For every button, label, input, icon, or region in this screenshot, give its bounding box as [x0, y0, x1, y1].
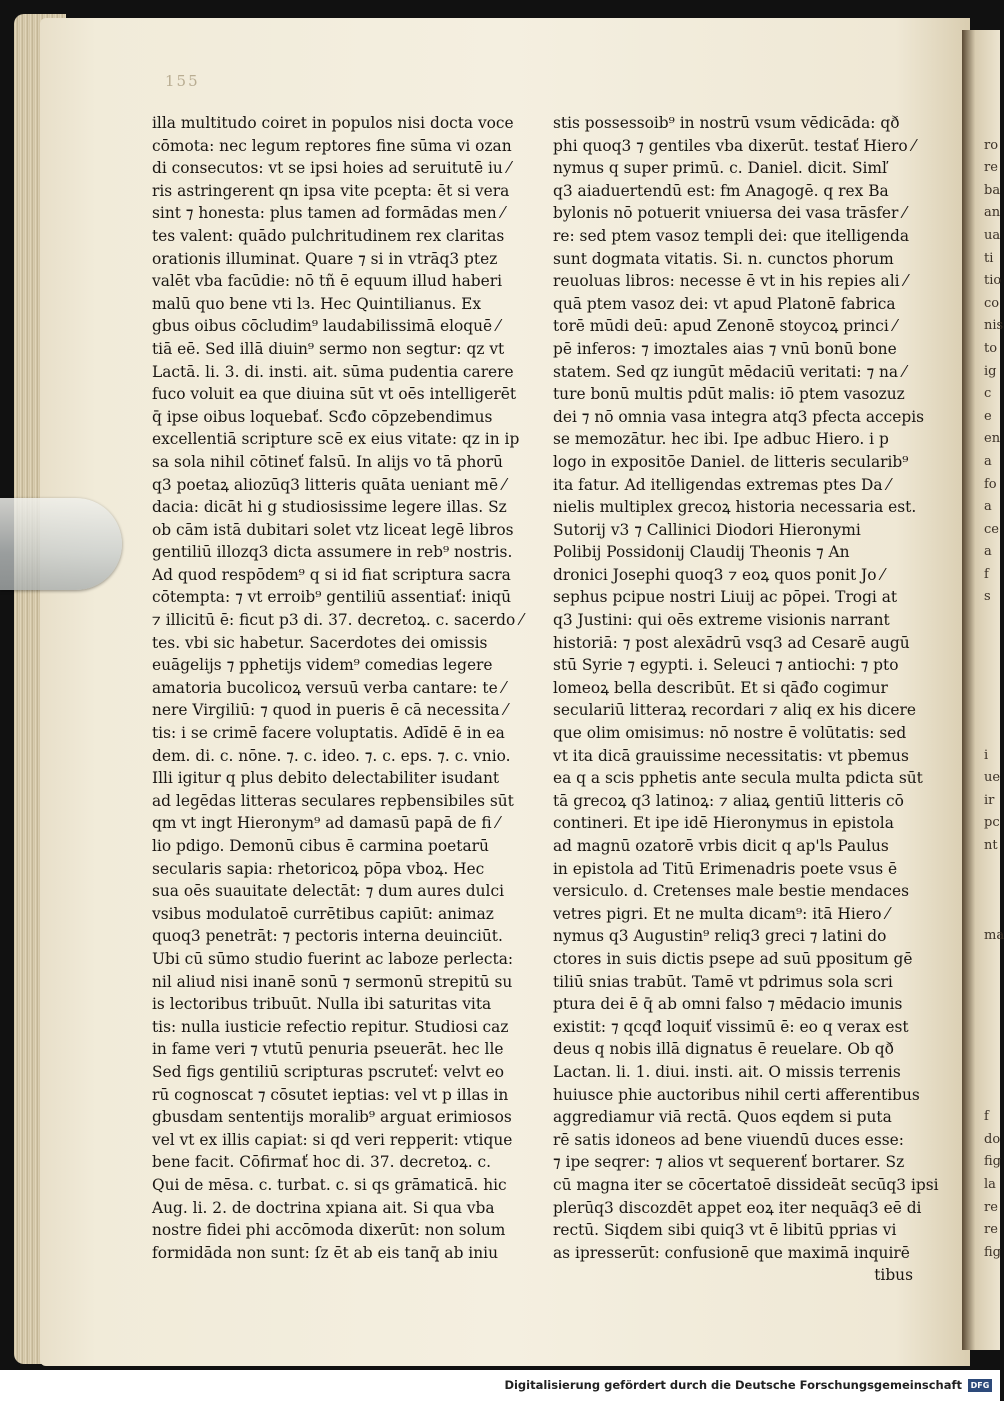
facing-page-fragment: to	[984, 340, 998, 356]
text-line-right: q3 Justini: qui oēs extreme visionis narrant	[553, 611, 890, 630]
text-line-right: existit: ⁊ qcqđ loquiť vissimū ē: eo q verax est	[553, 1017, 909, 1036]
text-line-left: q3 poetaꝝ aliozūq3 litteris quāta ueniant mē ⁄	[152, 475, 506, 494]
footer-bar	[0, 1370, 1000, 1401]
dfg-logo-icon: DFG	[968, 1379, 992, 1392]
text-line-left: in fame veri ⁊ vtutū penuria pseuerāt. hec lle	[152, 1040, 504, 1059]
text-line-left: qm vt ingt Hieronym⁹ ad damasū papā de fi ⁄	[152, 814, 500, 833]
text-column-left	[152, 112, 528, 1264]
text-line-right: vt ita dicā grauissime necessitatis: vt pbemus	[553, 746, 909, 765]
text-line-right: statem. Sed qz iungūt mēdaciū veritati: ⁊ na ⁄	[553, 362, 906, 381]
text-line-right: dronici Josephi quoq3 ⁊ eoꝝ quos ponit Jo ⁄	[553, 565, 884, 584]
text-line-left: excellentiā scripture scē ex eius vitate: qz in ip	[152, 430, 520, 449]
facing-page-fragment: c	[984, 386, 992, 402]
text-line-left: is lectoribus tribuūt. Nulla ibi saturitas vita	[152, 995, 492, 1014]
text-line-right: tiliū snias trabūt. Tamē vt pdrimus sola scri	[553, 972, 893, 991]
facing-page-fragment	[984, 1084, 1000, 1107]
text-line-left: ad legēdas litteras seculares repbensibiles sūt	[152, 791, 514, 810]
facing-page-fragment: nt	[984, 838, 998, 853]
facing-page-fragment	[984, 880, 1000, 903]
text-line-right: ture bonū multis pdūt malis: iō ptem vasozuz	[553, 385, 905, 404]
facing-page-fragment: en	[984, 431, 1001, 447]
text-line-right: aggrediamur viā rectā. Quos eqdem si puta	[553, 1108, 892, 1127]
facing-page-fragment	[984, 677, 1000, 700]
facing-page-fragment: i	[984, 747, 989, 763]
text-line-right: se memozātur. hec ibi. Ipe adbuc Hiero. i p	[553, 430, 889, 449]
text-line-left: Illi igitur q plus debito delectabiliter isudant	[152, 769, 500, 788]
text-line-left: dem. di. c. nōne. ⁊. c. ideo. ⁊. c. eps. ⁊. c. vnio.	[152, 746, 511, 765]
text-line-right: reuoluas libros: necesse ē vt in his repies ali ⁄	[553, 272, 908, 291]
text-line-left: gbus oibus cōcludim⁹ laudabilissimā eloquē ⁄	[152, 317, 500, 336]
text-line-left: valēt vba facūdie: nō tñ ē equum illud haberi	[152, 272, 503, 291]
text-line-right: bylonis nō potuerit vniuersa dei vasa trāsfer ⁄	[553, 204, 906, 223]
text-line-left: rū cognoscat ⁊ cōsutet ieptias: vel vt p illas in	[152, 1085, 509, 1104]
text-line-left: nere Virgiliū: ⁊ quod in pueris ē cā necessita ⁄	[152, 701, 508, 720]
text-line-right: pē inferos: ⁊ imoztales aias ⁊ vnū bonū bone	[553, 339, 897, 358]
text-line-right: ea q a scis pphetis ante secula multa pdicta sūt	[553, 769, 923, 788]
text-line-right: Sutorij v3 ⁊ Callinici Diodori Hieronymi	[553, 520, 861, 539]
text-line-right: ptura dei ē q̄ ab omni falso ⁊ mēdacio imunis	[553, 995, 903, 1014]
text-line-left: ob cām istā dubitari solet vtz liceat legē libros	[152, 520, 514, 539]
text-line-right: in epistola ad Titū Erimenadris poete vsus ē	[553, 859, 898, 878]
facing-page-fragment	[984, 654, 1000, 677]
facing-page-fragment: fig	[984, 1154, 1001, 1170]
facing-page-fragment	[984, 971, 1000, 994]
text-line-right: seculariū litteraꝝ recordari ⁊ aliq ex his dicere	[553, 701, 917, 720]
facing-page-fragment: ro	[984, 137, 999, 153]
text-line-right: torē mūdi deū: apud Zenonē stoycoꝝ princi ⁄	[553, 317, 897, 336]
facing-page-fragment: ce	[984, 521, 999, 537]
text-line-right: q3 aiaduertendū est: fm Anagogē. q rex Ba	[553, 181, 889, 200]
facing-page-fragment: re	[984, 1199, 998, 1215]
facing-page-fragment: ir	[984, 792, 995, 808]
text-line-right: versiculo. d. Cretenses male bestie mendaces	[553, 882, 910, 901]
text-line-right: stis possessoib⁹ in nostrū vsum vēdicāda: qð	[553, 114, 900, 132]
facing-page-fragment: f	[984, 566, 989, 582]
text-line-left: sa sola nihil cōtineť falsū. In alijs vo tā phorū	[152, 452, 503, 471]
text-line-right: rectū. Siqdem sibi quiq3 vt ē libitū pprias vi	[553, 1221, 897, 1240]
text-line-left: tis: i se crimē facere voluptatis. Adīdē ē in ea	[152, 724, 505, 743]
text-line-right: Polibij Possidonij Claudij Theonis ⁊ An	[553, 543, 850, 562]
facing-page-fragment: fo	[984, 476, 997, 492]
text-line-right: plerūq3 discozdēt appet eoꝝ iter nequāq3 eē di	[553, 1198, 922, 1217]
facing-page-text-fragments	[984, 112, 1004, 1264]
facing-page-fragment: do	[984, 1131, 1001, 1147]
text-line-left: vsibus modulatoē currētibus capiūt: animaz	[152, 904, 494, 923]
page-clip	[0, 498, 122, 590]
text-line-left: gentiliū illozq3 dicta assumere in reb⁹ nostris.	[152, 543, 513, 562]
facing-page-fragment: ma	[984, 928, 1004, 944]
facing-page-fragment	[984, 112, 1000, 135]
text-line-right: historiā: ⁊ post alexādrū vsq3 ad Cesarē augū	[553, 633, 910, 652]
text-line-left: Qui de mēsa. c. turbat. c. si qs grāmaticā. hic	[152, 1175, 507, 1194]
facing-page-fragment: a	[984, 453, 992, 469]
text-line-left: lio pdigo. Demonū cibus ē carmina poetarū	[152, 837, 489, 855]
facing-page-fragment	[984, 1038, 1000, 1061]
text-line-right: logo in expositōe Daniel. de litteris secularib⁹	[553, 452, 909, 471]
text-line-left: Sed figs gentiliū scripturas pscruteť: velvt eo	[152, 1062, 505, 1081]
text-line-left: ⁊ illicitū ē: ficut p3 di. 37. decretoꝝ. c. sacerdo ⁄	[152, 611, 523, 630]
facing-page-fragment	[984, 903, 1000, 926]
text-line-left: dacia: dicāt hi g studiosissime legere illas. Sz	[152, 498, 507, 517]
facing-page-fragment: an	[984, 205, 1001, 221]
text-line-right: dei ⁊ nō omnia vasa integra atq3 pfecta accepis	[553, 407, 925, 426]
facing-page-fragment: ig	[984, 363, 997, 379]
facing-page-fragment: f	[984, 1109, 989, 1125]
text-line-right: tā grecoꝝ q3 latinoꝝ: ⁊ aliaꝝ gentiū litteris cō	[553, 791, 904, 810]
facing-page-fragment: ti	[984, 250, 994, 266]
text-column-right	[553, 112, 939, 1287]
text-line-left: ris astringerent qn ipsa vite pcepta: ēt si vera	[152, 181, 510, 200]
facing-page-fragment	[984, 1061, 1000, 1084]
text-line-right: sephus pcipue nostri Liuij ac pōpei. Trogi at	[553, 588, 898, 607]
text-line-left: fuco voluit ea que diuina sūt vt oēs intelligerēt	[152, 385, 517, 404]
text-line-left: sint ⁊ honesta: plus tamen ad formādas men ⁄	[152, 204, 505, 223]
facing-page-fragment	[984, 699, 1000, 722]
text-line-right: phi quoq3 ⁊ gentiles vba dixerūt. testať Hiero ⁄	[553, 136, 916, 155]
text-line-left: bene facit. Cōfirmať hoc di. 37. decretoꝝ. c.	[152, 1153, 492, 1172]
text-line-left: quoq3 penetrāt: ⁊ pectoris interna deuinciūt.	[152, 927, 503, 946]
text-line-left: euāgelijs ⁊ pphetijs videm⁹ comedias legere	[152, 656, 493, 675]
facing-page-fragment: fig	[984, 1244, 1001, 1260]
text-line-right: huiusce phie auctoribus nihil certi afferentibus	[553, 1085, 920, 1104]
text-line-left: Ubi cū sūmo studio fuerint ac laboze perlecta:	[152, 949, 514, 968]
text-line-right: stū Syrie ⁊ egypti. i. Seleuci ⁊ antiochi: ⁊ pto	[553, 656, 899, 675]
text-line-right: contineri. Et ipe idē Hieronymus in epistola	[553, 814, 894, 833]
facing-page-fragment: pc	[984, 815, 1000, 831]
text-line-left: nostre fidei phi accōmoda dixerūt: non solum	[152, 1221, 506, 1240]
text-line-left: gbusdam sententijs moralib⁹ arguat erimiosos	[152, 1108, 512, 1127]
facing-page-fragment	[984, 858, 1000, 881]
facing-page-fragment	[984, 948, 1000, 971]
text-line-left: sua oēs suauitate delectāt: ⁊ dum aures dulci	[152, 882, 505, 901]
text-line-left: amatoria bucolicoꝝ versuū verba cantare: te ⁄	[152, 678, 506, 697]
text-line-left: Ad quod respōdem⁹ q si id fiat scriptura sacra	[152, 565, 511, 584]
text-line-right: nielis multiplex grecoꝝ historia necessaria est.	[553, 498, 917, 517]
facing-page-fragment: s	[984, 589, 991, 605]
facing-page-fragment: ba	[984, 182, 1001, 198]
text-line-right: lomeoꝝ bella describūt. Et si qāđo cogimur	[553, 678, 888, 697]
text-line-right: nymus q3 Augustin⁹ reliq3 greci ⁊ latini do	[553, 927, 887, 946]
facing-page-fragment: a	[984, 544, 992, 560]
text-line-right: ⁊ ipe seqrer: ⁊ alios vt sequerenť bortarer. Sz	[553, 1153, 905, 1172]
text-line-left: tes valent: quādo pulchritudinem rex claritas	[152, 226, 505, 245]
facing-page-fragment	[984, 609, 1000, 632]
facing-page-fragment: e	[984, 408, 992, 424]
text-line-left: malū quo bene vti lз. Hec Quintilianus. Ex	[152, 294, 482, 313]
text-line-right: que olim omisimus: nō nostre ē volūtatis: sed	[553, 724, 907, 743]
catchword: tibus	[874, 1266, 913, 1285]
text-line-left: q̄ ipse oibus loquebať. Scđo cōpzebendimus	[152, 407, 493, 426]
facing-page-fragment: co	[984, 295, 1000, 311]
text-line-right: cū magna iter se cōcertatoē dissideāt secūq3 ipsi	[553, 1175, 939, 1194]
text-line-right: nymus q super primū. c. Daniel. dicit. Simľ	[553, 159, 887, 178]
funding-credit: Digitalisierung gefördert durch die Deutsche Forschungsgemeinschaft	[504, 1378, 962, 1392]
facing-page-fragment	[984, 993, 1000, 1016]
facing-page-fragment: a	[984, 499, 992, 515]
text-line-left: tiā eē. Sed illā diuin⁹ sermo non segtur: qz vt	[152, 339, 505, 358]
text-line-right: quā ptem vasoz dei: vt apud Platonē fabrica	[553, 294, 896, 313]
facing-page-fragment: la	[984, 1176, 996, 1192]
facing-page-fragment: tio	[984, 273, 1002, 289]
text-line-left: illa multitudo coiret in populos nisi docta voce	[152, 114, 514, 132]
facing-page-fragment: ue	[984, 770, 1001, 786]
text-line-left: vel vt ex illis capiat: si qd veri repperit: vtique	[152, 1130, 513, 1149]
facing-page-fragment	[984, 632, 1000, 655]
text-line-right: as ipresserūt: confusionē que maximā inquirē	[553, 1243, 910, 1262]
text-line-left: cōtempta: ⁊ vt erroib⁹ gentiliū assentiať: iniqū	[152, 588, 511, 607]
text-line-left: tis: nulla iusticie refectio repitur. Studiosi caz	[152, 1017, 509, 1036]
facing-page-fragment: ua	[984, 227, 1001, 243]
text-line-right: ctores in suis dictis psepe ad suū ppositum gē	[553, 949, 913, 968]
text-line-right: ita fatur. Ad itelligendas extremas ptes Da ⁄	[553, 475, 891, 494]
page-number: 155	[165, 72, 200, 90]
text-line-left: orationis illuminat. Quare ⁊ si in vtrāq3 ptez	[152, 249, 498, 268]
facing-page-fragment: re	[984, 160, 998, 176]
text-line-right: deus q nobis illā dignatus ē reuelare. Ob qð	[553, 1040, 894, 1059]
text-line-right: rē satis idoneos ad bene viuendū duces esse:	[553, 1130, 904, 1149]
text-line-left: Aug. li. 2. de doctrina xpiana ait. Si qua vba	[152, 1198, 495, 1217]
text-line-right: re: sed ptem vasoz templi dei: que itelligenda	[553, 226, 910, 245]
text-line-right: vetres pigri. Et ne multa dicam⁹: itā Hiero ⁄	[553, 904, 889, 923]
text-line-left: di consecutos: vt se ipsi hoies ad seruitutē iu ⁄	[152, 159, 511, 178]
text-line-left: Lactā. li. 3. di. insti. ait. sūma pudentia carere	[152, 362, 514, 381]
facing-page-fragment: re	[984, 1222, 998, 1238]
text-line-right: Lactan. li. 1. diui. insti. ait. O missis terrenis	[553, 1062, 901, 1081]
text-line-left: tes. vbi sic habetur. Sacerdotes dei omissis	[152, 633, 488, 652]
text-line-right: ad magnū ozatorē vrbis dicit q ap'ls Paulus	[553, 837, 889, 855]
text-line-left: cōmota: nec legum reptores fine sūma vi ozan	[152, 136, 512, 155]
text-line-left: nil aliud nisi inanē sonū ⁊ sermonū strepitū su	[152, 972, 513, 991]
facing-page-fragment	[984, 1016, 1000, 1039]
facing-page-fragment: nis	[984, 318, 1004, 334]
facing-page-fragment	[984, 722, 1000, 745]
text-line-right: sunt dogmata vitatis. Si. n. cunctos phorum	[553, 249, 894, 268]
text-line-left: formidāda non sunt: ſz ēt ab eis tanq̄ ab iniu	[152, 1243, 498, 1262]
text-line-left: secularis sapia: rhetoricoꝝ pōpa vboꝝ. Hec	[152, 859, 485, 878]
